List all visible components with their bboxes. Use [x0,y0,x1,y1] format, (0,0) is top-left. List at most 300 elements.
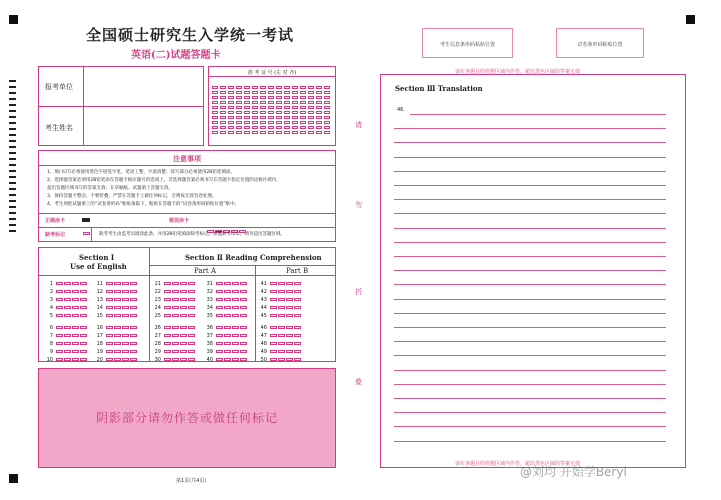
id-digit-bubble[interactable] [268,126,274,129]
id-digit-bubble[interactable] [212,116,218,119]
answer-bubble[interactable] [114,298,121,301]
id-digit-bubble[interactable] [308,101,314,104]
answer-bubble[interactable] [56,282,63,285]
id-digit-bubble[interactable] [292,131,298,134]
id-digit-bubble[interactable] [292,86,298,89]
answer-bubble[interactable] [164,342,171,345]
answer-bubble[interactable] [286,350,293,353]
answer-bubble[interactable] [130,350,137,353]
id-digit-bubble[interactable] [236,106,242,109]
answer-bubble[interactable] [216,314,223,317]
answer-bubble[interactable] [72,358,79,361]
answer-bubble[interactable] [180,342,187,345]
id-digit-bubble[interactable] [276,86,282,89]
id-digit-bubble[interactable] [276,96,282,99]
question-row[interactable] [43,280,88,288]
id-digit-bubble[interactable] [276,116,282,119]
id-digit-bubble[interactable] [324,126,330,129]
question-row[interactable] [151,324,196,332]
answer-bubble[interactable] [180,282,187,285]
id-digit-bubble[interactable] [316,111,322,114]
question-row[interactable] [203,324,248,332]
answer-bubble[interactable] [172,306,179,309]
answer-bubble[interactable] [130,290,137,293]
answer-bubble[interactable] [164,334,171,337]
id-digit-bubble[interactable] [292,91,298,94]
id-digit-bubble[interactable] [292,111,298,114]
answer-bubble[interactable] [240,298,247,301]
id-digit-bubble[interactable] [260,116,266,119]
answer-bubble[interactable] [130,298,137,301]
answer-bubble[interactable] [240,350,247,353]
answer-bubble[interactable] [164,298,171,301]
id-digit-bubble[interactable] [268,121,274,124]
id-digit-bubble[interactable] [220,106,226,109]
answer-bubble[interactable] [286,290,293,293]
id-digit-bubble[interactable] [308,111,314,114]
answer-bubble[interactable] [294,306,301,309]
question-row[interactable] [203,332,248,340]
question-row[interactable] [257,304,302,312]
id-digit-bubble[interactable] [292,96,298,99]
id-digit-bubble[interactable] [244,126,250,129]
answer-bubble[interactable] [286,282,293,285]
id-digit-bubble[interactable] [324,121,330,124]
id-digit-bubble[interactable] [252,111,258,114]
question-row[interactable] [203,348,248,356]
answer-bubble[interactable] [122,314,129,317]
id-digit-bubble[interactable] [260,101,266,104]
answer-bubble[interactable] [294,334,301,337]
id-digit-bubble[interactable] [300,111,306,114]
answer-bubble[interactable] [270,326,277,329]
id-digit-bubble[interactable] [244,116,250,119]
answer-bubble[interactable] [106,290,113,293]
answer-bubble[interactable] [72,298,79,301]
question-row[interactable] [257,280,302,288]
answer-bubble[interactable] [294,290,301,293]
answer-bubble[interactable] [80,314,87,317]
answer-bubble[interactable] [164,326,171,329]
id-digit-bubble[interactable] [284,96,290,99]
id-digit-column[interactable] [220,86,228,136]
answer-bubble[interactable] [294,350,301,353]
answer-bubble[interactable] [294,326,301,329]
id-digit-column[interactable] [212,86,220,136]
answer-bubble[interactable] [224,342,231,345]
question-row[interactable] [43,332,88,340]
id-digit-bubble[interactable] [300,121,306,124]
id-digit-column[interactable] [292,86,300,136]
id-digit-bubble[interactable] [252,91,258,94]
id-digit-column[interactable] [244,86,252,136]
id-digit-bubble[interactable] [324,111,330,114]
id-digit-bubble[interactable] [284,106,290,109]
answer-bubble[interactable] [130,334,137,337]
answer-bubble[interactable] [224,282,231,285]
id-digit-bubble[interactable] [316,86,322,89]
answer-bubble[interactable] [172,290,179,293]
id-digit-bubble[interactable] [260,96,266,99]
id-digit-bubble[interactable] [228,86,234,89]
answer-bubble[interactable] [164,314,171,317]
answer-bubble[interactable] [72,314,79,317]
answer-bubble[interactable] [224,350,231,353]
answer-bubble[interactable] [72,342,79,345]
answer-bubble[interactable] [224,306,231,309]
question-row[interactable] [151,296,196,304]
answer-bubble[interactable] [80,298,87,301]
answer-bubble[interactable] [56,350,63,353]
answer-bubble[interactable] [80,342,87,345]
answer-bubble[interactable] [106,334,113,337]
question-row[interactable] [257,356,302,364]
answer-bubble[interactable] [122,350,129,353]
id-digit-bubble[interactable] [260,91,266,94]
id-digit-bubble[interactable] [292,116,298,119]
answer-bubble[interactable] [216,350,223,353]
question-row[interactable] [43,312,88,320]
id-digit-bubble[interactable] [284,101,290,104]
answer-bubble[interactable] [270,350,277,353]
answer-bubble[interactable] [180,306,187,309]
id-digit-bubble[interactable] [268,86,274,89]
answer-bubble[interactable] [130,358,137,361]
question-row[interactable] [43,340,88,348]
answer-bubble[interactable] [64,350,71,353]
id-digit-bubble[interactable] [324,91,330,94]
question-row[interactable] [93,340,138,348]
id-digit-column[interactable] [268,86,276,136]
question-row[interactable] [43,304,88,312]
id-digit-bubble[interactable] [308,96,314,99]
answer-bubble[interactable] [80,290,87,293]
answer-bubble[interactable] [72,306,79,309]
id-digit-bubble[interactable] [220,96,226,99]
id-digit-bubble[interactable] [220,116,226,119]
id-digit-columns[interactable] [212,86,332,136]
answer-bubble[interactable] [64,298,71,301]
id-digit-bubble[interactable] [276,121,282,124]
answer-bubble[interactable] [64,290,71,293]
answer-bubble[interactable] [64,282,71,285]
id-digit-bubble[interactable] [212,121,218,124]
id-digit-bubble[interactable] [252,121,258,124]
id-digit-bubble[interactable] [212,131,218,134]
answer-bubble[interactable] [64,326,71,329]
answer-bubble[interactable] [122,326,129,329]
id-digit-bubble[interactable] [324,131,330,134]
question-row[interactable] [43,296,88,304]
answer-bubble[interactable] [114,314,121,317]
answer-bubble[interactable] [106,326,113,329]
question-row[interactable] [203,304,248,312]
answer-bubble[interactable] [188,342,195,345]
answer-bubble[interactable] [122,290,129,293]
question-row[interactable] [203,340,248,348]
question-row[interactable] [43,348,88,356]
answer-bubble[interactable] [180,350,187,353]
question-row[interactable] [257,296,302,304]
question-row[interactable] [93,312,138,320]
answer-bubble[interactable] [286,326,293,329]
question-row[interactable] [151,356,196,364]
id-digit-bubble[interactable] [324,106,330,109]
answer-bubble[interactable] [56,334,63,337]
answer-bubble[interactable] [106,314,113,317]
answer-bubble[interactable] [56,314,63,317]
answer-bubble[interactable] [172,314,179,317]
answer-bubble[interactable] [130,326,137,329]
id-digit-bubble[interactable] [236,126,242,129]
answer-bubble[interactable] [278,314,285,317]
question-row[interactable] [93,348,138,356]
answer-bubble[interactable] [286,298,293,301]
question-row[interactable] [43,288,88,296]
question-row[interactable] [151,288,196,296]
id-digit-column[interactable] [324,86,332,136]
id-digit-column[interactable] [284,86,292,136]
id-digit-bubble[interactable] [252,86,258,89]
answer-bubble[interactable] [224,298,231,301]
question-row[interactable] [151,312,196,320]
id-digit-bubble[interactable] [316,121,322,124]
id-digit-bubble[interactable] [300,96,306,99]
answer-bubble[interactable] [224,314,231,317]
id-digit-bubble[interactable] [236,86,242,89]
id-digit-bubble[interactable] [244,101,250,104]
question-row[interactable] [257,288,302,296]
answer-bubble[interactable] [294,358,301,361]
answer-bubble[interactable] [240,334,247,337]
id-digit-bubble[interactable] [276,126,282,129]
answer-bubble[interactable] [64,342,71,345]
id-digit-bubble[interactable] [316,116,322,119]
id-digit-bubble[interactable] [324,116,330,119]
answer-bubble[interactable] [278,342,285,345]
answer-bubble[interactable] [106,350,113,353]
answer-bubble[interactable] [216,334,223,337]
id-digit-bubble[interactable] [236,121,242,124]
answer-bubble[interactable] [188,290,195,293]
answer-bubble[interactable] [270,314,277,317]
answer-bubble[interactable] [180,358,187,361]
answer-bubble[interactable] [270,298,277,301]
id-digit-bubble[interactable] [268,131,274,134]
question-row[interactable] [93,356,138,364]
answer-bubble[interactable] [56,326,63,329]
answer-bubble[interactable] [224,334,231,337]
id-digit-bubble[interactable] [284,131,290,134]
answer-bubble[interactable] [72,282,79,285]
id-digit-bubble[interactable] [260,126,266,129]
answer-bubble[interactable] [278,350,285,353]
answer-bubble[interactable] [56,358,63,361]
answer-bubble[interactable] [232,282,239,285]
answer-bubble[interactable] [294,298,301,301]
id-digit-bubble[interactable] [308,131,314,134]
answer-bubble[interactable] [180,314,187,317]
answer-bubble[interactable] [122,298,129,301]
answer-bubble[interactable] [240,326,247,329]
id-digit-bubble[interactable] [236,116,242,119]
answer-bubble[interactable] [188,334,195,337]
id-digit-bubble[interactable] [236,96,242,99]
id-digit-bubble[interactable] [244,86,250,89]
answer-bubble[interactable] [130,282,137,285]
answer-bubble[interactable] [286,306,293,309]
answer-bubble[interactable] [286,334,293,337]
id-digit-bubble[interactable] [228,96,234,99]
answer-bubble[interactable] [224,290,231,293]
id-digit-bubble[interactable] [300,91,306,94]
id-digit-bubble[interactable] [228,106,234,109]
answer-bubble[interactable] [106,282,113,285]
answer-bubble[interactable] [80,350,87,353]
id-digit-bubble[interactable] [260,106,266,109]
answer-bubble[interactable] [172,282,179,285]
answer-bubble[interactable] [232,358,239,361]
question-row[interactable] [203,280,248,288]
answer-bubble[interactable] [188,350,195,353]
id-digit-bubble[interactable] [292,106,298,109]
answer-bubble[interactable] [80,306,87,309]
id-digit-bubble[interactable] [316,96,322,99]
answer-bubble[interactable] [164,282,171,285]
question-row[interactable] [43,324,88,332]
answer-bubble[interactable] [240,282,247,285]
id-digit-column[interactable] [236,86,244,136]
question-row[interactable] [257,332,302,340]
answer-bubble[interactable] [180,298,187,301]
answer-bubble[interactable] [240,358,247,361]
id-digit-bubble[interactable] [244,106,250,109]
id-digit-bubble[interactable] [324,101,330,104]
answer-bubble[interactable] [72,334,79,337]
id-digit-bubble[interactable] [220,86,226,89]
question-row[interactable] [93,296,138,304]
id-digit-bubble[interactable] [292,101,298,104]
answer-bubble[interactable] [188,326,195,329]
id-digit-bubble[interactable] [228,121,234,124]
id-digit-bubble[interactable] [236,101,242,104]
id-digit-bubble[interactable] [300,116,306,119]
answer-bubble[interactable] [80,334,87,337]
id-digit-bubble[interactable] [228,126,234,129]
id-digit-bubble[interactable] [316,106,322,109]
id-digit-bubble[interactable] [308,121,314,124]
id-digit-bubble[interactable] [268,106,274,109]
id-digit-bubble[interactable] [284,116,290,119]
answer-bubble[interactable] [130,342,137,345]
answer-bubble[interactable] [270,342,277,345]
id-digit-bubble[interactable] [308,86,314,89]
answer-bubble[interactable] [180,334,187,337]
id-digit-bubble[interactable] [316,91,322,94]
id-digit-bubble[interactable] [276,111,282,114]
answer-bubble[interactable] [232,334,239,337]
answer-bubble[interactable] [188,298,195,301]
id-digit-bubble[interactable] [300,106,306,109]
answer-bubble[interactable] [232,342,239,345]
answer-bubble[interactable] [278,306,285,309]
answer-bubble[interactable] [180,290,187,293]
question-row[interactable] [93,280,138,288]
answer-bubble[interactable] [224,326,231,329]
id-digit-bubble[interactable] [300,86,306,89]
id-digit-bubble[interactable] [244,131,250,134]
answer-bubble[interactable] [64,334,71,337]
answer-bubble[interactable] [64,306,71,309]
candidate-id-grid[interactable] [208,66,336,146]
answer-bubble[interactable] [172,326,179,329]
answer-bubble[interactable] [216,282,223,285]
id-digit-bubble[interactable] [212,96,218,99]
question-row[interactable] [151,332,196,340]
question-row[interactable] [151,280,196,288]
id-digit-bubble[interactable] [236,131,242,134]
answer-bubble[interactable] [188,306,195,309]
answer-bubble[interactable] [172,334,179,337]
question-row[interactable] [93,332,138,340]
question-row[interactable] [203,288,248,296]
answer-bubble[interactable] [286,314,293,317]
answer-bubble[interactable] [278,298,285,301]
question-row[interactable] [203,356,248,364]
answer-bubble[interactable] [232,290,239,293]
id-digit-bubble[interactable] [244,121,250,124]
answer-bubble[interactable] [72,290,79,293]
question-row[interactable] [93,304,138,312]
answer-bubble[interactable] [80,282,87,285]
id-digit-bubble[interactable] [212,111,218,114]
id-digit-bubble[interactable] [284,86,290,89]
answer-bubble[interactable] [278,326,285,329]
answer-bubble[interactable] [122,282,129,285]
id-digit-bubble[interactable] [316,126,322,129]
answer-bubble[interactable] [216,326,223,329]
question-row[interactable] [151,348,196,356]
id-digit-column[interactable] [308,86,316,136]
question-row[interactable] [257,312,302,320]
id-digit-bubble[interactable] [252,101,258,104]
answer-bubble[interactable] [172,358,179,361]
id-digit-bubble[interactable] [252,116,258,119]
answer-bubble[interactable] [114,326,121,329]
id-digit-bubble[interactable] [228,91,234,94]
id-digit-bubble[interactable] [212,106,218,109]
id-digit-bubble[interactable] [268,111,274,114]
id-digit-bubble[interactable] [276,101,282,104]
id-digit-bubble[interactable] [316,101,322,104]
id-digit-bubble[interactable] [292,121,298,124]
answer-bubble[interactable] [114,350,121,353]
id-digit-bubble[interactable] [300,126,306,129]
id-digit-bubble[interactable] [252,126,258,129]
id-digit-column[interactable] [300,86,308,136]
id-digit-bubble[interactable] [220,91,226,94]
answer-bubble[interactable] [106,358,113,361]
question-row[interactable] [203,312,248,320]
answer-bubble[interactable] [122,334,129,337]
answer-bubble[interactable] [164,358,171,361]
id-digit-column[interactable] [276,86,284,136]
id-digit-bubble[interactable] [252,106,258,109]
id-digit-bubble[interactable] [212,86,218,89]
id-digit-bubble[interactable] [268,91,274,94]
answer-bubble[interactable] [188,282,195,285]
answer-bubble[interactable] [270,282,277,285]
